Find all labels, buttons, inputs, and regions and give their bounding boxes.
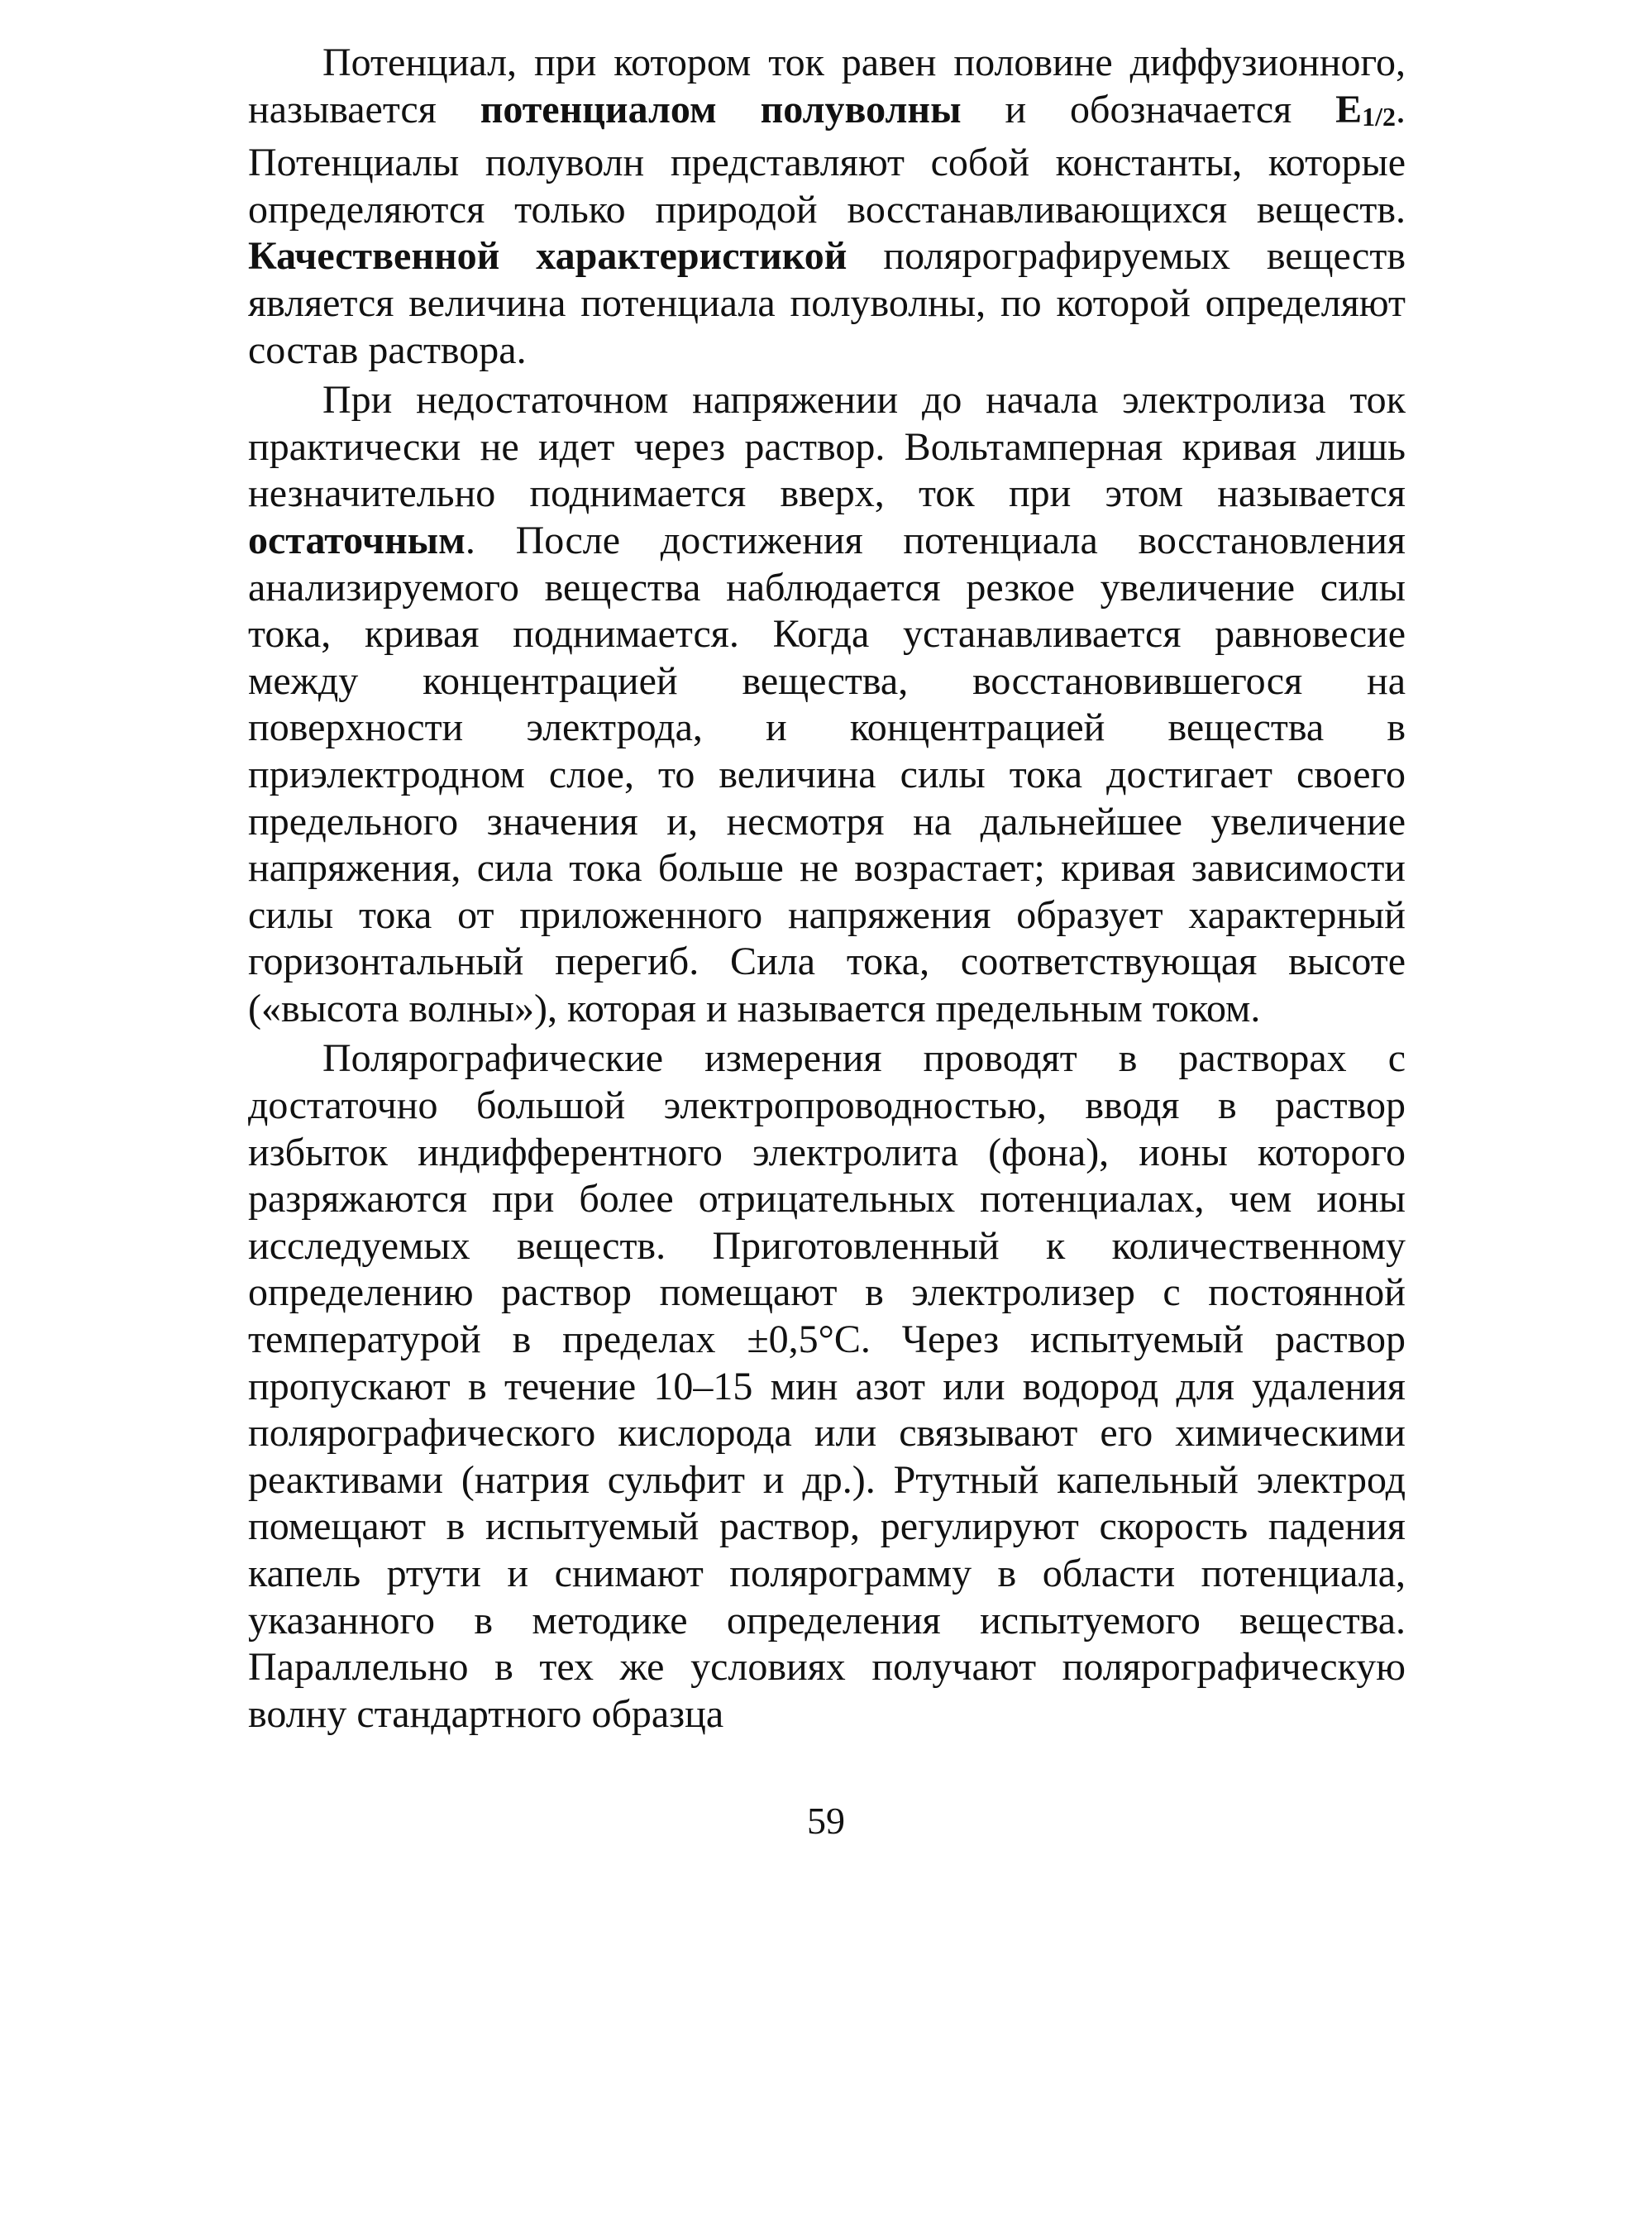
text-run: . Потенциалы полуволн представляют собой константы, которые определяются только природой восстанавливающихся веществ. — [248, 87, 1406, 232]
term-qualitative-characteristic: Качественной характеристикой — [248, 234, 847, 279]
term-residual: остаточным — [248, 518, 466, 562]
symbol-subscript: 1/2 — [1362, 101, 1397, 131]
paragraph-half-wave-potential — [248, 40, 1406, 374]
text-run: полярографируемых веществ является величина потенциала полуволны, по которой определяют состав раствора. — [248, 234, 1406, 372]
page-number: 59 — [807, 1800, 845, 1842]
text-run: и обозначается — [961, 87, 1336, 131]
term-half-wave-potential: потенциалом полуволны — [480, 87, 962, 131]
text-run: . После достижения потенциала восстановления анализируемого вещества наблюдается резкое увеличение силы тока, кривая поднимается. Когда устанавливается равновесие между концентрацией вещества, восстановившегося на поверхности электрода, и концентрацией вещества в приэлектродном слое, то величина силы тока достигает своего предельного значения и, несмотря на дальнейшее увеличение напряжения, сила тока больше не возрастает; кривая зависимости силы тока от приложенного напряжения образует характерный горизонтальный перегиб. Сила тока, соответствующая высоте («высота волны»), которая и называется предельным током. — [248, 518, 1406, 1030]
page-body — [248, 40, 1406, 1738]
symbol-e: E — [1335, 87, 1363, 131]
text-run: Потенциал, при котором ток равен половине диффузионного, называется — [248, 41, 1406, 131]
text-run: Полярографические измерения проводят в растворах с достаточно большой электропроводностью, вводя в раствор избыток индифферентного электролита (фона), ионы которого разряжаются при более отрицательных потенциалах, чем ионы исследуемых веществ. Приготовленный к количественному определению раствор помещают в электролизер с постоянной температурой в пределах ±0,5°С. Через испытуемый раствор пропускают в течение 10–15 мин азот или водород для удаления полярографического кислорода или связывают его химическими реактивами (натрия сульфит и др.). Ртутный капельный электрод помещают в испытуемый раствор, регулируют скорость падения капель ртути и снимают полярограмму в области потенциала, указанного в методике определения испытуемого вещества. Параллельно в тех же условиях получают полярографическую волну стандартного образца — [248, 1036, 1406, 1736]
paragraph-polarographic-measurements — [248, 1035, 1406, 1738]
text-run: При недостаточном напряжении до начала электролиза ток практически не идет через раствор. Вольтамперная кривая лишь незначительно поднимается вверх, ток при этом называется — [248, 378, 1406, 516]
paragraph-residual-current — [248, 377, 1406, 1032]
